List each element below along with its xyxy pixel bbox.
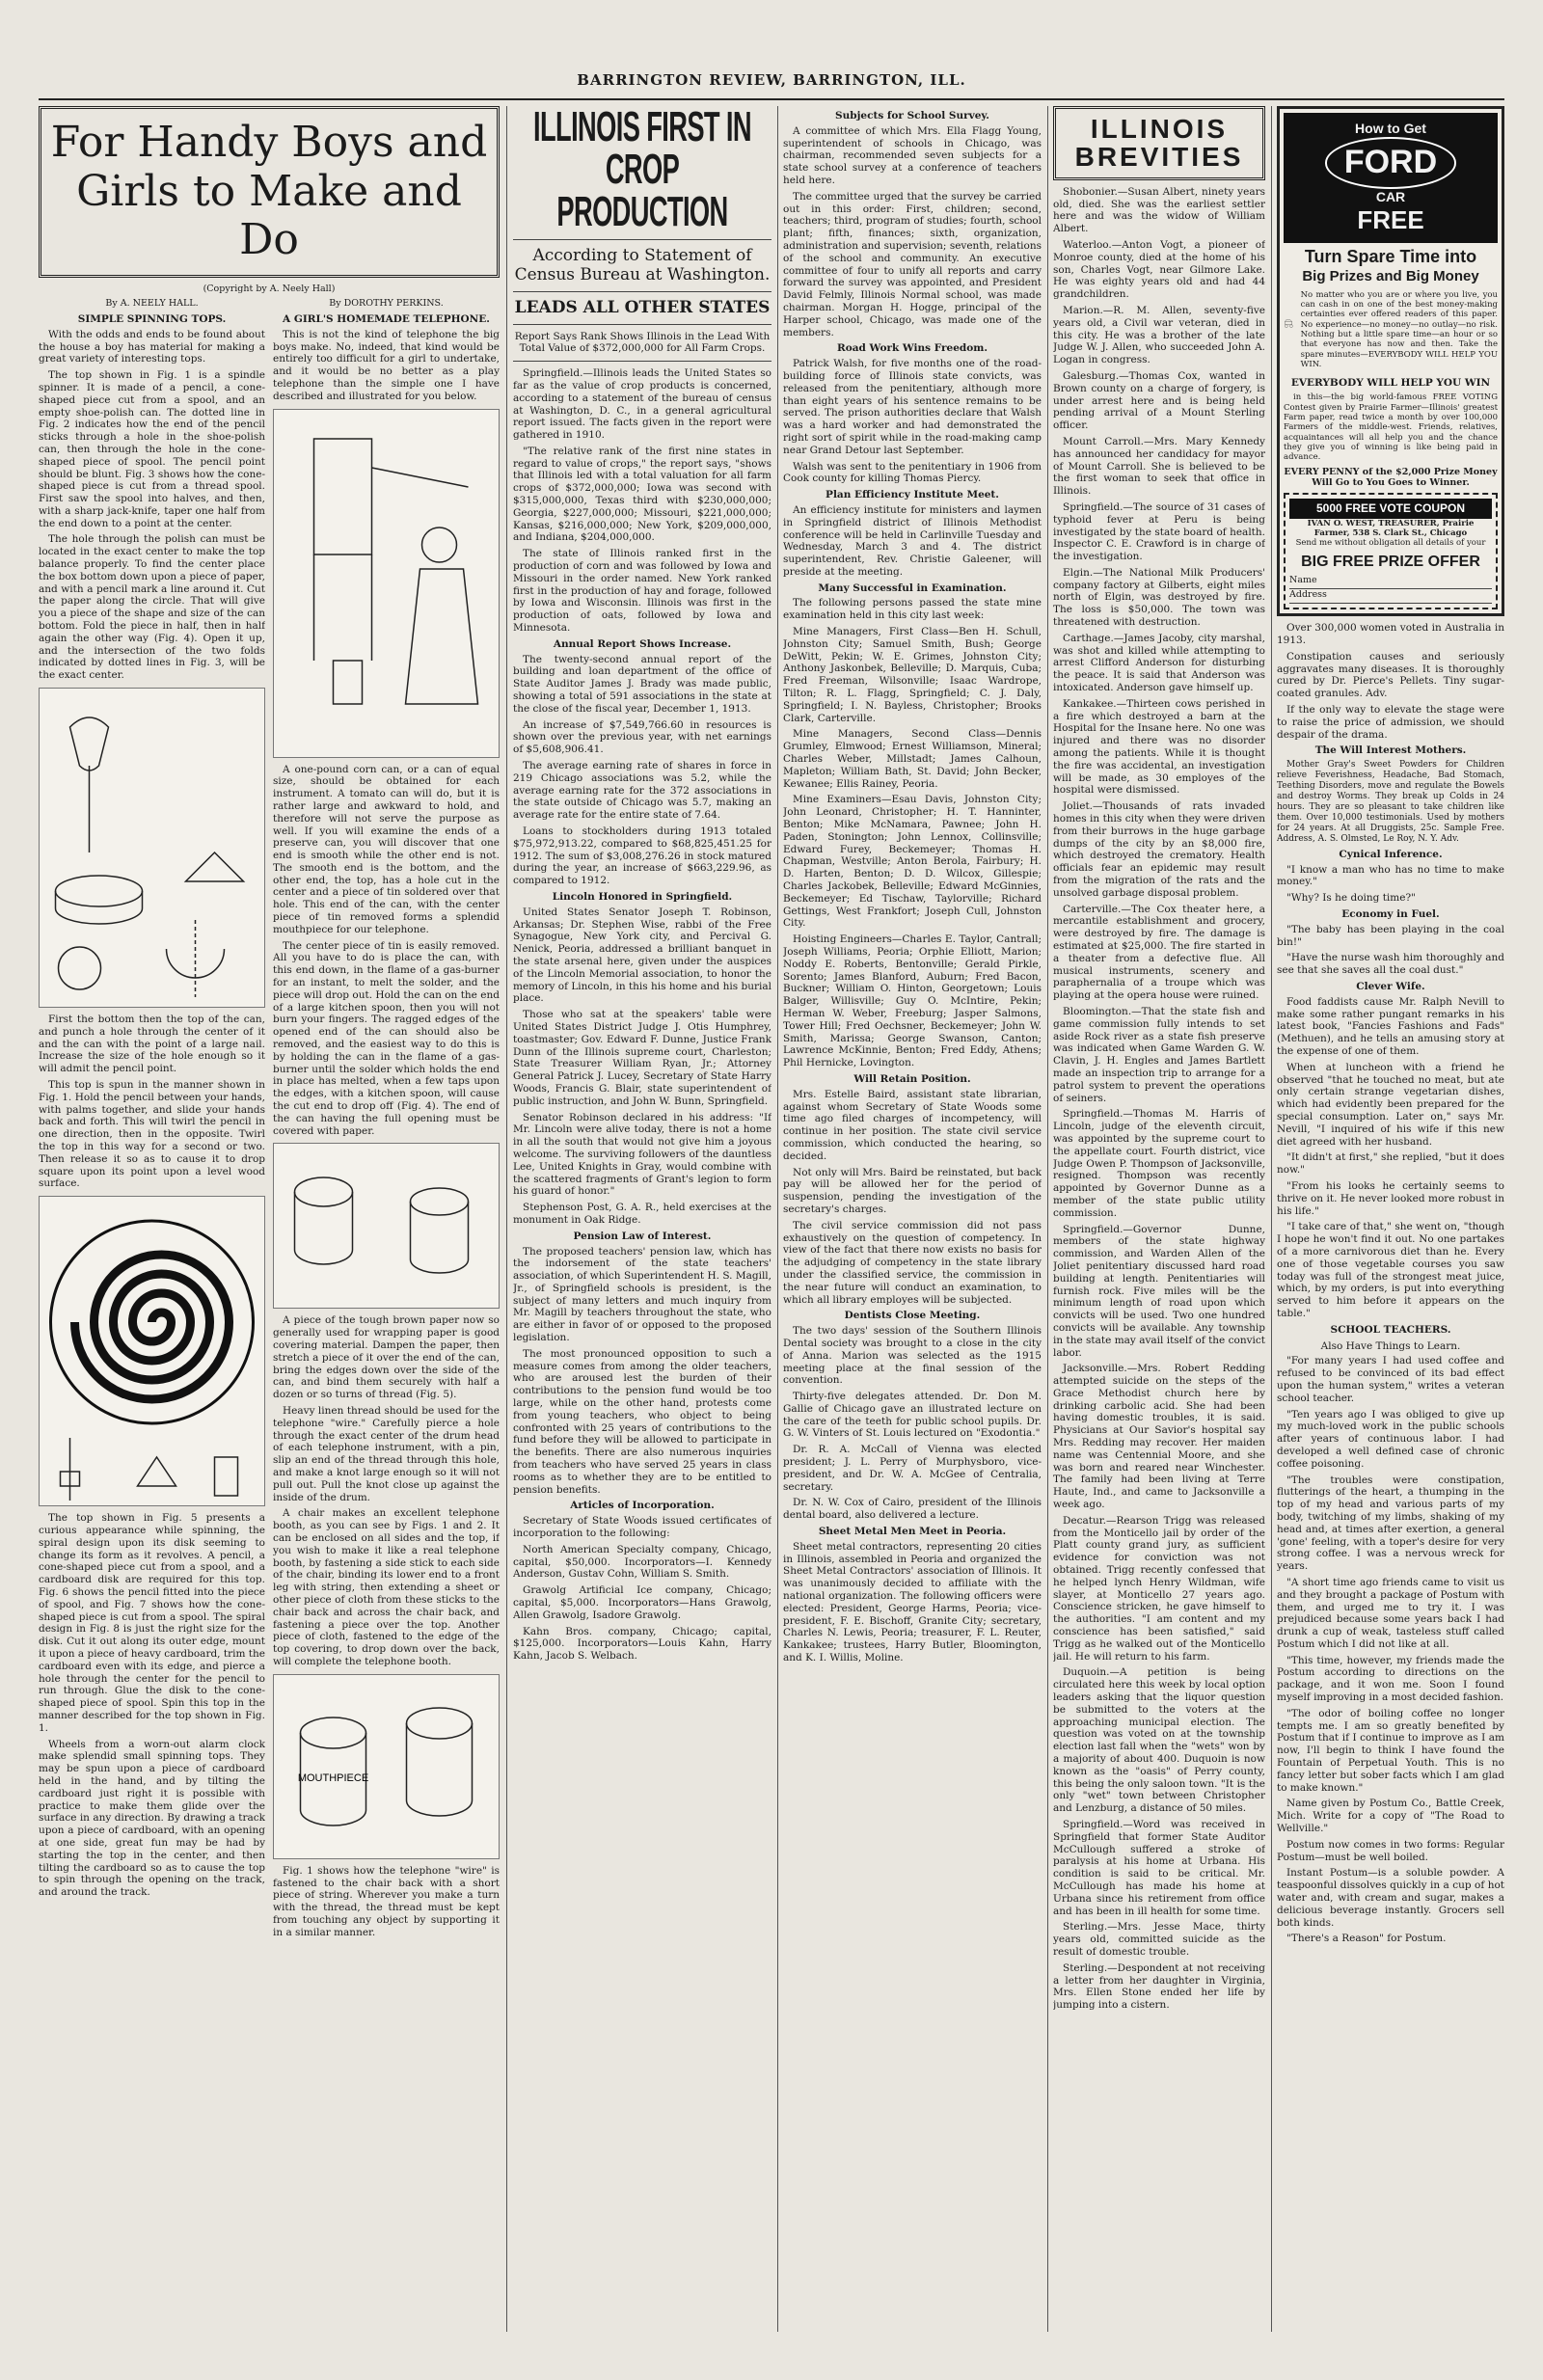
filler-item: "From his looks he certainly seems to thrive on it. He never looked more robust in his life." [1277,1180,1504,1217]
tops-paragraph: The hole through the polish can must be located in the exact center to make the top balance properly. To find the center place the box bottom down upon a piece of paper, and with a pencil mark a line around it. Cut the paper along the circle. That will give you a piece of the shape and size of the can bottom. Fold the piece in half, then in half again the other way (Fig. 4). Open it up, and the intersection of the two folds indicated by dotted lines in Fig. 3, will be the exact center. [39,533,265,682]
subhead: Subjects for School Survey. [835,110,989,122]
subhead: Sheet Metal Men Meet in Peoria. [818,1526,1007,1538]
filler-item: "It didn't at first," she replied, "but it does now." [1277,1151,1504,1176]
article-paragraph: Sheet metal contractors, representing 20 cities in Illinois, assembled in Peoria and organized the Sheet Metal Contractors' association of Illinois. It was unanimously decided to affiliate with the national organization. The following officers were elected: President, George Harms, Peoria; vice-president, F. E. Bischoff, Granite City; secretary, Charles N. Lewis, Peoria; treasurer, F. L. Reuter, Kankakee; trustees, Harry Butler, Bloomington, and K. I. Willis, Moline. [783,1540,1042,1664]
brevity-item: Mount Carroll.—Mrs. Mary Kennedy has announced her candidacy for mayor of Mount Carroll. She is believed to be the first woman to seek that office in Illinois. [1053,435,1265,498]
subhead: Will Retain Position. [853,1072,971,1085]
ford-ad-header [1284,113,1498,243]
column-illinois-first [513,106,772,2334]
tops-paragraph: The top shown in Fig. 1 is a spindle spinner. It is made of a pencil, a cone-shaped piece cut from a spool, and an empty shoe-polish can. The dotted line in Fig. 2 indicates how the end of the pencil sticks through a hole in the shoe-polish can, then through the hole in the cone-shaped piece of spool. The pencil point should be blunt. Fig. 3 shows how the cone-shaped piece is cut from a thread spool. First saw the spool into halves, and then, with a sharp jack-knife, taper one half from the end down to a point at the center. [39,369,265,529]
spiral-disk-drawing [40,1197,264,1505]
article-paragraph: Those who sat at the speakers' table were United States District Judge J. Otis Humphrey, toastmaster; Gov. Edward F. Dunne, Justice Frank Dunn of the Illinois supreme court, Charleston; State Treasurer William Ryan, Jr.; Attorney General Patrick J. Lucey, Secretary of State Harry Woods, Francis G. Blair, state superintendent of public instruction, and John W. Bunn, Springfield. [513,1009,772,1107]
ford-ad-body: No matter who you are or where you live, you can cash in on one of the best money-making certainties ever offered readers of this paper. No experience—no money—no outlay—no risk. Nothing but a little spare time—an hour or so that everyone has now and then. Take the spare minutes—EVERYBODY WILL HELP YOU WIN. [1300,289,1498,370]
column-brevities [1053,106,1265,2334]
coupon-title: 5000 FREE VOTE COUPON [1289,499,1492,519]
brevity-item: Springfield.—Thomas M. Harris of Lincoln, judge of the eleventh circuit, was appointed by the supreme court to the appellate court. Fourth district, vice Judge Owen P. Thompson of Jacksonville, resigned. Thompson was recently appointed by Governor Dunne as a member of the state public utility commission. [1053,1108,1265,1219]
spindle-top-drawing [40,689,264,1007]
tops-paragraph: The top shown in Fig. 5 presents a curious appearance while spinning, the spiral design upon its disk seeming to change its form as it revolves. A pencil, a cone-shaped piece cut from a spool, and a cardboard disk are required for this top. Fig. 6 shows the pencil fitted into the piece of spool, and Fig. 7 shows how the cone-shaped piece is cut from a spool. The spiral design in Fig. 8 is just the right size for the disk. Cut it out along its outer edge, mount it upon a piece of heavy cardboard, trim the cardboard even with its edge, and pierce a hole through the center for the pencil to run through. Glue the disk to the cone-shaped piece of spool. Spin this top in the manner described for the top shown in Fig. 1. [39,1512,265,1734]
brevity-item: Elgin.—The National Milk Producers' company factory at Gilberts, eight miles north of Elgin, was destroyed by fire. The loss is $50,000. The town was threatened with destruction. [1053,566,1265,629]
brevity-item: Sterling.—Despondent at not receiving a letter from her daughter in Virginia, Mrs. Ellen Stone ended her life by jumping into a cistern. [1053,1961,1265,2012]
masthead: BARRINGTON REVIEW, BARRINGTON, ILL. [39,71,1504,100]
article-paragraph: The two days' session of the Southern Illinois Dental society was brought to a close in the city of Anna. Marion was selected as the 1915 meeting place at the final session of the convention. [783,1325,1042,1387]
article-paragraph: Dr. N. W. Cox of Cairo, president of the Illinois dental board, also delivered a lecture. [783,1497,1042,1522]
brevity-item: Bloomington.—That the state fish and game commission fully intends to set aside Rock river as a state fish preserve was indicated when Game Warden G. W. Clavin, J. H. Engles and James Bartlett made an inspection trip to arrange for a patrol system to prevent the operations of seiners. [1053,1005,1265,1104]
cans-drawing [274,1144,499,1308]
brevity-item: Shobonier.—Susan Albert, ninety years old, died. She was the earliest settler here and was the widow of William Albert. [1053,185,1265,235]
article-paragraph: The civil service commission did not pass exhaustively on the question of competency. In view of the fact that there now exists no basis for the adjudging of competency in the state library under the classified service, the commission in the near future will conduct an examination, to which all library employes will be subjected. [783,1219,1042,1306]
brevity-item: Decatur.—Rearson Trigg was released from the Monticello jail by order of the Platt county grand jury, as sufficient evidence for conviction was not obtained. Trigg recently confessed that he helped lynch Henry Wildman, wife slayer, at Monticello 27 years ago. Conscience stricken, he gave himself to the authorities. "I am content and my conscience has been satisfied," said Trigg as he walked out of the Monticello jail. He will return to his farm. [1053,1514,1265,1663]
brevity-item: Joliet.—Thousands of rats invaded homes in this city when they were driven from their burrows in the huge garbage dumps of the city by an $8,000 fire, which destroyed the crematory. Health officials fear an epidemic may result from the migration of the rats and the unsolved garbage disposal problem. [1053,800,1265,899]
spiral-disk-illustration [39,1196,265,1506]
article-paragraph: The average earning rate of shares in force in 219 Chicago associations was 5.2, while the average earning rate for the 372 associations in the state outside of Chicago was 5.7, making an average rate for the entire state of 7.64. [513,760,772,822]
telephone-illustration-1 [273,409,500,758]
article-paragraph: The proposed teachers' pension law, which has the indorsement of the state teachers' association, of which Superintendent H. S. Magill, Jr., of Springfield schools is president, is the subject of many letters and much inquiry from Mr. Magill by teachers throughout the state, who are either in favor of or opposed to the proposed legislation. [513,1245,772,1344]
tops-paragraph: This top is spun in the manner shown in Fig. 1. Hold the pencil between your hands, with palms together, and slide your hands back and forth. This will twirl the pencil in one direction, then in the opposite. Twirl the top in this way for a second or two. Then release it so as to cause it to drop square upon its point upon a level wood surface. [39,1079,265,1190]
filler-item: If the only way to elevate the stage were to raise the price of admission, we should despair of the drama. [1277,703,1504,741]
article-paragraph: Senator Robinson declared in his address: "If Mr. Lincoln were alive today, there is not a home in all the south that would not give him a joyous welcome. The surviving followers of the dauntless Lee, United Knights in Gray, would combine with the scattered fragments of Grant's legion to form his guard of honor." [513,1111,772,1198]
ford-ad-tagline2: Big Prizes and Big Money [1302,268,1479,285]
article-paragraph: Springfield.—Illinois leads the United States so far as the value of crop products is concerned, according to a statement of the bureau of census at Washington, D. C., in a general agricultural report issued. The facts given in the report were gathered in 1910. [513,367,772,442]
brevity-item: Galesburg.—Thomas Cox, wanted in Brown county on a charge of forgery, is under arrest here and is being held pending arrival of a Mount Sterling officer. [1053,369,1265,432]
article-paragraph: Loans to stockholders during 1913 totaled $75,972,913.22, compared to $68,825,451.25 for 1912. The sum of $3,008,276.26 in stock matured during the year, an increase of $663,229.96, as compared to 1912. [513,825,772,887]
filler-item: Postum now comes in two forms: Regular Postum—must be well boiled. [1277,1838,1504,1863]
article-paragraph: Not only will Mrs. Baird be reinstated, but back pay will be allowed her for the period of suspension, pending the investigation of the secretary's charges. [783,1166,1042,1215]
column-rule [1047,106,1048,2332]
subhead: Dentists Close Meeting. [844,1310,981,1322]
coupon-address-field[interactable]: Address [1289,589,1492,604]
telephone-paragraph: A one-pound corn can, or a can of equal size, should be obtained for each instrument. A tomato can will do, but it is rather large and awkward to hold, and therefore will not serve the purpose as well. If you will examine the ends of a preserve can, you will discover that one end is smooth while the other end is not. The smooth end is the bottom, and the other end, the top, has a hole cut in the center and a piece of tin soldered over that hole. This end of the can, with the center piece of tin removed forms a splendid mouthpiece for our telephone. [273,763,500,935]
article-paragraph: Dr. R. A. McCall of Vienna was elected president; J. L. Perry of Murphysboro, vice-president, and Dr. W. A. McGee of Centralia, secretary. [783,1444,1042,1493]
telephone-paragraph: A chair makes an excellent telephone booth, as you can see by Figs. 1 and 2. It can be enclosed on all sides and the top, if you wish to make it like a real telephone booth, by fastening a side stick to each side of the chair, binding its lower end to a front leg with string, then extending a sheet or other piece of cloth from these sticks to the chair back and across the chair back, and fastening a piece over the top. Another piece of cloth, fastened to the edge of the top covering, to drop down over the back, will complete the telephone booth. [273,1507,500,1667]
article-paragraph: Hoisting Engineers—Charles E. Taylor, Cantrall; Joseph Williams, Peoria; Orphie Elliott, Marion; Noddy E. Roberts, Bentonville; Gerald Pirkle, Sorento; James Blanford, Auburn; Fred Bacon, Buckner; William O. Hinton, Georgetown; Louis Balger, Willisville; Guy O. McIntire, Pekin; Herman W. Weber, Freeburg; Jasper Salmons, Tower Hill; Fred Oechsner, Beckemeyer; John W. Smith, Marissa; George Swanson, Canton; Lawrence McKinnie, Benton; Fred Eddy, Athens; Phil Hernicke, Lovington. [783,933,1042,1069]
column-state-news [783,106,1042,2334]
handy-title-line1: For Handy Boys and [50,118,488,167]
copyright: (Copyright by A. Neely Hall) [203,283,336,294]
subhead: The Will Interest Mothers. [1314,744,1467,757]
article-paragraph: The following persons passed the state mine examination held in this city last week: [783,597,1042,622]
telephone-heading: A GIRL'S HOMEMADE TELEPHONE. [283,312,490,325]
handy-title-line2: Girls to Make and Do [76,166,462,265]
headline-summary: Report Says Rank Shows Illinois in the Lead With Total Value of $372,000,000 for All Farm Crops. [514,330,771,355]
handy-subcolumns [39,296,500,1942]
subhead: Pension Law of Interest. [573,1230,712,1242]
ford-ad-everybody: EVERYBODY WILL HELP YOU WIN [1290,377,1491,390]
tops-paragraph: With the odds and ends to be found about the house a boy has material for making a great variety of interesting tops. [39,328,265,365]
ford-ad-body-row [1284,290,1498,374]
filler-item: Constipation causes and seriously aggravates many diseases. It is thoroughly cured by Dr. Pierce's Pellets. Tiny sugar-coated granules. Adv. [1277,650,1504,700]
article-paragraph: Walsh was sent to the penitentiary in 1906 from Cook county for killing Thomas Piercy. [783,460,1042,485]
coupon-send: Send me without obligation all details of your [1295,538,1486,549]
article-paragraph: Kahn Bros. company, Chicago; capital, $125,000. Incorporators—Louis Kahn, Harry Kahn, Jacob S. Welbach. [513,1625,772,1663]
ford-ad-prize: EVERY PENNY of the $2,000 Prize Money Will Go to You Goes to Winner. [1284,466,1498,489]
coupon-address: IVAN O. WEST, TREASURER, Prairie Farmer, 538 S. Clark St., Chicago [1307,518,1475,538]
coupon-offer: BIG FREE PRIZE OFFER [1301,553,1480,570]
filler-item: "A short time ago friends came to visit us and they brought a package of Postum with them, and urged me to try it. I was prejudiced because some years back I had drunk a cup of weak, tasteless stuff called Postum which I did not like at all. [1277,1576,1504,1650]
brevity-item: Kankakee.—Thirteen cows perished in a fire which destroyed a barn at the Hospital for the Insane here. No one was injured and there was no disorder among the patients. While it is thought the fire was accidental, an investigation will be made, as 30 employes of the hospital were dismissed. [1053,697,1265,797]
subhead: Clever Wife. [1356,981,1425,993]
subhead: Road Work Wins Freedom. [836,342,988,355]
article-paragraph: Mine Examiners—Esau Davis, Johnston City; John Leonard, Christopher; H. T. Hanninter, Benton; Mike McNamara, Pawnee; John H. Paden, Stonington; John Lennox, Collinsville; Edward Furey, Beckemeyer; Thomas H. Chapman, Westville; Anton Berola, Fairbury; H. D. Harten, Benton; D. D. Wilcox, Gillespie; Charles Jackobek, Belleville; Edward McGinnies, Beckemeyer; Ed Tischaw, Taylorville; Richard Gettings, West Frankfort; Joseph Cull, Johnston City. [783,794,1042,930]
subhead: Annual Report Shows Increase. [553,637,732,650]
brevity-item: Sterling.—Mrs. Jesse Mace, thirty years old, committed suicide as the result of domestic trouble. [1053,1921,1265,1958]
brevity-item: Springfield.—Governor Dunne, members of the state highway commission, and Warden Allen of the Joliet penitentiary discussed hard road building at length. Penitentiaries will furnish rock. Five miles will be the minimum length of road upon which convicts will be used. Two one hundred convicts will be available. Any township in the state may avail itself of the convict labor. [1053,1223,1265,1359]
column-ads [1277,106,1504,2334]
article-paragraph: Mine Managers, Second Class—Dennis Grumley, Elmwood; Ernest Williamson, Mineral; Charles Weber, Millstadt; James Calhoun, Mapleton; William Bath, St. David; John Becker, Kewanee; Ellis Rainey, Peoria. [783,728,1042,790]
ford-ad-car: CAR [1375,188,1406,204]
article-paragraph: Stephenson Post, G. A. R., held exercises at the monument in Oak Ridge. [513,1202,772,1226]
article-paragraph: United States Senator Joseph T. Robinson, Arkansas; Dr. Stephen Wise, rabbi of the Free Synagogue, New York city, and Percival G. Nenick, Peoria, addressed a brilliant banquet in the state arsenal here, given under the auspices of the Lincoln Memorial association, to honor the memory of Lincoln, in this his home and his burial place. [513,906,772,1005]
ford-ad-how: How to Get [1355,121,1426,136]
article-paragraph: A committee of which Mrs. Ella Flagg Young, superintendent of schools in Chicago, was chairman, recommended seven subjects for a state school survey at a conference of teachers held here. [783,124,1042,186]
ford-ad-logo: FORD [1325,137,1456,188]
mouthpiece-illustration [273,1674,500,1859]
brevity-item: Jacksonville.—Mrs. Robert Redding attempted suicide on the steps of the Grace Methodist church here by drinking carbolic acid. She had been having domestic troubles, it is said. Physicians at Our Savior's hospital say Mrs. Redding may recover. Her maiden name was Centennial Moore, and she was born and reared near Winchester. The family had been living at Terre Haute, Ind., and came to Jacksonville a week ago. [1053,1363,1265,1511]
subhead: SCHOOL TEACHERS. [1330,1323,1451,1336]
telephone-paragraph: A piece of the tough brown paper now so generally used for wrapping paper is good covering material. Dampen the paper, then stretch a piece of it over the end of the can, bring the edges down over the side of the can, and bind them securely with half a dozen or so turns of thread (Fig. 5). [273,1314,500,1401]
headline-caps: LEADS ALL OTHER STATES [514,297,771,317]
brevities-title-box [1053,106,1265,180]
telephone-cans-illustration [273,1143,500,1309]
filler-item: "There's a Reason" for Postum. [1286,1933,1447,1945]
article-paragraph: The twenty-second annual report of the building and loan department of the office of State Auditor James J. Brady was made public, showing a total of 591 associations in the state at the close of the fiscal year, December 1, 1913. [513,653,772,715]
filler-item: "The troubles were constipation, flutterings of the heart, a thumping in the top of my head and various parts of my body, twitching of my limbs, shaking of my head and, at times after exertion, a general 'gone' feeling, with a toper's desire for very strong coffee. I was a nervous wreck for years. [1277,1474,1504,1573]
headline-deck: According to Statement of Census Bureau at Washington. [514,246,771,285]
telephone-paragraph: Heavy linen thread should be used for the telephone "wire." Carefully pierce a hole through the exact center of the drum head of each telephone instrument, with a pin, slip an end of the thread through this hole, and make a knot large enough so it will not pull out. Pull the knot close up against the inside of the drum. [273,1405,500,1503]
brevity-item: Carthage.—James Jacoby, city marshal, was shot and killed while attempting to arrest Clifford Anderson for disturbing the peace. It is said that Anderson was intoxicated. Anderson gave himself up. [1053,632,1265,694]
filler-item: "Why? Is he doing time?" [1286,892,1416,905]
mouthpiece-label: MOUTHPIECE [297,1771,369,1784]
byline-perkins: By DOROTHY PERKINS. [329,298,444,310]
tops-illustration-1 [39,688,265,1008]
automobile-icon [1284,290,1295,358]
brevity-item: Carterville.—The Cox theater here, a mercantile establishment and grocery, were destroyed by fire. The damage is estimated at $25,000. The fire started in a theater from a defective flue. All musical instruments, scenery and paraphernalia of a troupe which was playing at the opera house were ruined. [1053,903,1265,1002]
filler-item: "I take care of that," she went on, "though I hope he won't find it out. No one partakes of a more carnivorous diet than he. Every one of those vegetable courses you saw today was full of the strongest meat juice, which, by my orders, is put into everything served to him before it appears on the table." [1277,1221,1504,1319]
filler-item: "This time, however, my friends made the Postum according to directions on the package, and it won me. Soon I found myself improving in a most decided fashion. [1277,1654,1504,1704]
subhead: Lincoln Honored in Springfield. [552,890,733,903]
vote-coupon[interactable] [1284,493,1498,609]
article-paragraph: Mrs. Estelle Baird, assistant state librarian, against whom Secretary of State Woods some time ago filed charges of incompetency, will continue in her position. The state civil service commission, which conducted the hearing, so decided. [783,1088,1042,1162]
article-paragraph: Thirty-five delegates attended. Dr. Don M. Gallie of Chicago gave an illustrated lecture on the care of the teeth for public school pupils. Dr. G. W. Vinters of St. Louis lectured on "Exodontia." [783,1391,1042,1440]
article-paragraph: Secretary of State Woods issued certificates of incorporation to the following: [513,1515,772,1540]
article-paragraph: An efficiency institute for ministers and laymen in Springfield district of Illinois Methodist conference will be held in Carlinville Tuesday and Wednesday, March 3 and 4. The district superintendent, Rev. Christie Galeener, will preside at the meeting. [783,503,1042,578]
mouthpiece-drawing [274,1675,499,1858]
brevity-item: Waterloo.—Anton Vogt, a pioneer of Monroe county, died at the home of his son, Charles Vogt, near Gilmore Lake. He was eighty years old and had 44 grandchildren. [1053,238,1265,301]
filler-item: Food faddists cause Mr. Ralph Nevill to make some rather pungant remarks in his latest book, "Fancies Fashions and Fads" (Methuen), and he tells an amusing story at the expense of one of them. [1277,995,1504,1058]
filler-item: Over 300,000 women voted in Australia in 1913. [1277,622,1504,646]
article-paragraph: North American Specialty company, Chicago, capital, $50,000. Incorporators—I. Kennedy Anderson, Gustav Cohn, William S. Smith. [513,1543,772,1581]
brevity-item: Springfield.—Word was received in Springfield that former State Auditor McCullough suffered a stroke of paralysis at his home at Urbana. His condition is said to be critical. Mr. McCullough has made his home at Urbana since his retirement from office and has been in ill health for some time. [1053,1818,1265,1917]
telephone-paragraph: This is not the kind of telephone the big boys make. No, indeed, that kind would be entirely too difficult for a girl to undertake, and it would be no better as a play telephone than the simple one I have described and illustrated for you below. [273,328,500,402]
tops-column [39,296,265,1942]
brevities-title-line2: BREVITIES [1074,142,1244,173]
brevity-item: Duquoin.—A petition is being circulated here this week by local option leaders asking that the liquor question be submitted to the voters at the approaching municipal election. The question was voted on at the township election last fall when the "wets" won by a majority of about 400. Duquoin is now known as the "oasis" of Perry county, this being the only saloon town. "It is the only "wet" town between Christopher and Lenzburg, a distance of 50 miles. [1053,1666,1265,1815]
ford-ad-free: FREE [1357,204,1424,234]
telephone-paragraph: Fig. 1 shows how the telephone "wire" is fastened to the chair back with a short piece of string. Wherever you make a turn with the thread, the thread must be kept from touching any object by supporting it in a similar manner. [273,1864,500,1938]
ford-ad-body2: in this—the big world-famous FREE VOTING Contest given by Prairie Farmer—Illinois' greatest Farm paper, read twice a month by over 100,000 Farmers of the middle-west. Friends, relatives, acquaintances will all help you and the chance they give you of winning is like being paid in advance. [1284,392,1498,463]
subhead: Plan Efficiency Institute Meet. [826,489,999,501]
column-handy [39,106,500,2334]
article-paragraph: Patrick Walsh, for five months one of the road-building force of Illinois state convicts, was released from the penitentiary, although more than eight years of his sentence remains to be served. The prison authorities declare that Walsh was a hard worker and had demonstrated the right sort of spirit while in the road-making camp near Grand Detour last September. [783,358,1042,456]
filler-item: Name given by Postum Co., Battle Creek, Mich. Write for a copy of "The Road to Wellville." [1277,1798,1504,1835]
article-paragraph: "The relative rank of the first nine states in regard to value of crops," the report says, "shows that Illinois led with a total valuation for all farm crops of $372,000,000; Iowa was second with $315,000,000, Texas third with $230,000,000; Georgia, $227,000,000; Missouri, $221,000,000; Kansas, $216,000,000; New York, $209,000,000, and Indiana, $204,000,000. [513,445,772,544]
article-paragraph: An increase of $7,549,766.60 in resources is shown over the previous year, with net earnings of $5,608,906.41. [513,718,772,756]
telephone-column [273,296,500,1942]
subhead: Many Successful in Examination. [818,581,1007,594]
coupon-name-field[interactable]: Name [1289,575,1492,589]
subhead: Cynical Inference. [1339,848,1443,860]
article-paragraph: Grawolg Artificial Ice company, Chicago; capital, $5,000. Incorporators—Hans Grawolg, Allen Grawolg, Isadore Grawolg. [513,1584,772,1621]
subhead: Economy in Fuel. [1341,908,1440,921]
headline-line1: ILLINOIS FIRST IN [533,106,751,150]
filler-item: "The odor of boiling coffee no longer tempts me. I am so greatly benefited by Postum that if I continue to improve as I am now, I'll begin to think I have found the Fountain of Perpetual Youth. This is no fancy letter but sober facts which I am glad to make known." [1277,1707,1504,1794]
headline-line2: CROP PRODUCTION [556,146,728,235]
byline-hall: By A. NEELY HALL. [105,298,199,310]
tops-paragraph: Wheels from a worn-out alarm clock make splendid small spinning tops. They may be spun upon a piece of cardboard held in the hand, and by tilting the cardboard just right it is possible with practice to make them glide over the surface in any direction. By drawing a track upon a piece of cardboard, with an opening at one side, great fun may be had by starting the top in the center, and then tilting the cardboard so as to cause the top to spin through the opening on the track, and around the track. [39,1738,265,1899]
filler-item: Mother Gray's Sweet Powders for Children relieve Feverishness, Headache, Bad Stomach, Teething Disorders, move and regulate the Bowels and destroy Worms. They break up Colds in 24 hours. They are so pleasant to take children like them. Over 10,000 testimonials. Used by mothers for 24 years. At all Druggists, 25c. Sample Free. Address, A. S. Olmsted, Le Roy, N. Y. Adv. [1277,760,1504,844]
brevity-item: Marion.—R. M. Allen, seventy-five years old, a Civil war veteran, died in this city. He was a brother of the late Judge W. J. Allen, who succeeded John A. Logan in congress. [1053,304,1265,366]
filler-item: "Have the nurse wash him thoroughly and see that she saves all the coal dust." [1277,952,1504,977]
article-paragraph: The committee urged that the survey be carried out in this order: First, children; second, teachers; third, program of studies; fourth, school plant; fifth, finances; sixth, organization, administration and supervision; seventh, relations of the school and community. An executive committee of four to unify all reports and carry forward the survey was appointed, and President David Felmly, Illinois Normal school, was made chairman. Morgan H. Hogge, principal of the Harper school, Chicago, was made one of the members. [783,190,1042,338]
subhead: Articles of Incorporation. [570,1500,715,1512]
column-rule [1271,106,1272,2332]
tops-paragraph: First the bottom then the top of the can, and punch a hole through the center of it and the can with the point of a large nail. Increase the size of the hole enough so it will admit the pencil point. [39,1014,265,1075]
ford-ad-tagline1: Turn Spare Time into [1304,247,1477,267]
filler-item: When at luncheon with a friend he observed "that he touched no meat, but ate only certain strange vegetarian dishes, which had evidently been prepared for the special consumption. Later on," says Mr. Nevill, "I inquired of his wife if this new diet agreed with her husband. [1277,1061,1504,1148]
subhead: Also Have Things to Learn. [1320,1339,1461,1352]
filler-item: "Ten years ago I was obliged to give up my much-loved work in the public schools after years of continuous labor. I had developed a well defined case of chronic coffee poisoning. [1277,1408,1504,1470]
brevity-item: Springfield.—The source of 31 cases of typhoid fever at Peru is being investigated by the state board of health. Inspector C. E. Crawford is in charge of the investigation. [1053,500,1265,563]
brevities-title-line1: ILLINOIS [1090,114,1229,144]
filler-item: "For many years I had used coffee and refused to be convinced of its bad effect upon the human system," writes a veteran school teacher. [1277,1355,1504,1404]
article-paragraph: Mine Managers, First Class—Ben H. Schull, Johnston City; Samuel Smith, Bush; George DeWitt, Pekin; W. E. Grimes, Johnston City; Anthony Jaskonbek, Belleville; D. Marquis, Cuba; Fred Freeman, Wilsonville; Isaac Wardrope, Tilton; R. L. Flagg, Springfield; C. J. Daly, Springfield; I. N. Bayless, Christopher; Brooks Clark, Carterville. [783,626,1042,724]
telephone-paragraph: The center piece of tin is easily removed. All you have to do is place the can, with this end down, in the flame of a gas-burner for an instant, to melt the solder, and the piece will drop out. Hold the can on the end of a large kitchen spoon, then you will not burn your fingers. The ragged edges of the opened end of the can should also be removed, and the easiest way to do this is by holding the can in the flame of a gas-burner until the solder which holds the end in place has melted, when a few taps upon the edges, with a kitchen spoon, will cause the cut end to drop off (Fig. 4). The end of the can having the full opening must be covered with paper. [273,939,500,1137]
column-rule [506,106,507,2332]
column-rule [777,106,778,2332]
handy-title-box [39,106,500,278]
filler-item: "I know a man who has no time to make money." [1277,863,1504,888]
girl-chair-telephone-drawing [274,410,499,757]
tops-heading: SIMPLE SPINNING TOPS. [77,312,227,325]
filler-item: "The baby has been playing in the coal bin!" [1277,923,1504,948]
ford-car-advertisement [1277,106,1504,616]
article-paragraph: The state of Illinois ranked first in the production of corn and was followed by Iowa and Missouri in the order named. New York ranked first in the production of hay and forage, followed by Iowa and Wisconsin. Illinois was first in the production of oats, followed by Iowa and Minnesota. [513,548,772,635]
article-paragraph: The most pronounced opposition to such a measure comes from among the older teachers, who are aroused lest the burden of their contributions to the pension fund would be too large, while on the other hand, protests come from young teachers, who object to being confronted with 25 years of contributions to the fund before they will be allowed to participate in the benefits. There are also numerous inquiries from teachers who have served 25 years in class rooms as to whether they are to be entitled to pension benefits. [513,1347,772,1496]
filler-item: Instant Postum—is a soluble powder. A teaspoonful dissolves quickly in a cup of hot water and, with cream and sugar, makes a delicious beverage instantly. Grocers sell both kinds. [1277,1867,1504,1929]
